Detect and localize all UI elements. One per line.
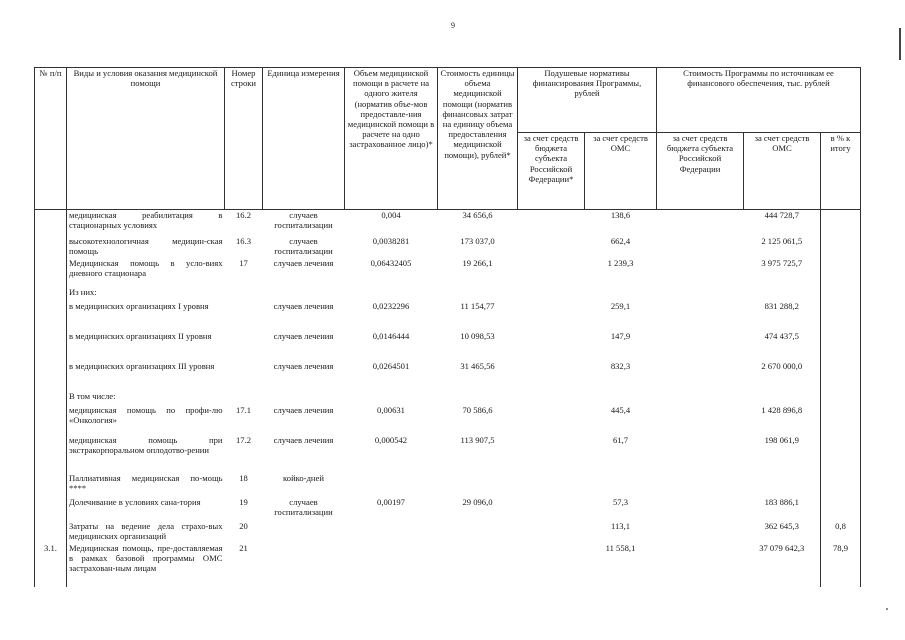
row-number: 3.1. (35, 543, 67, 587)
row-line-number: 16.2 (235, 210, 252, 220)
row-unit-cost (438, 473, 518, 497)
table-row (35, 287, 861, 301)
row-pc-oms: 259,1 (610, 300, 631, 311)
row-number (35, 361, 67, 391)
row-number (35, 301, 67, 331)
row-prog-oms: 198 061,9 (764, 434, 799, 445)
row-unit: койко-дней (283, 472, 324, 483)
row-volume (345, 391, 438, 405)
row-prog-budget (657, 497, 744, 521)
row-prog-oms (744, 287, 821, 301)
table-row (35, 301, 861, 331)
row-prog-oms: 444 728,7 (764, 210, 799, 220)
row-pc-budget (518, 543, 585, 587)
row-prog-budget (657, 435, 744, 473)
header-unit-cost: Стоимость единицы объема медицинской помощи (норматив финансовых затрат на единицу объема предоставления медицинской помощи), рублей* (438, 68, 518, 210)
row-number (35, 521, 67, 543)
row-pc-oms: 113,1 (610, 520, 631, 531)
row-kind: в медицинских организациях II уровня (69, 330, 212, 341)
row-pc-oms: 61,7 (612, 434, 629, 445)
row-kind: В том числе: (69, 390, 116, 401)
row-prog-budget (657, 331, 744, 361)
scan-page-edge (899, 28, 901, 60)
row-kind: Медицинская помощь в усло-виях дневного стационара (69, 257, 223, 278)
table-row (35, 521, 861, 543)
row-volume: 0,06432405 (370, 257, 412, 268)
row-number (35, 391, 67, 405)
row-number (35, 435, 67, 473)
row-line-number (225, 391, 263, 405)
table-row (35, 391, 861, 405)
row-kind: Долечивание в условиях сана-тория (69, 496, 201, 507)
header-line-number: Номер строки (225, 68, 263, 210)
row-number (35, 236, 67, 258)
row-prog-oms: 474 437,5 (764, 330, 799, 341)
row-pc-budget (518, 331, 585, 361)
row-volume: 0,0146444 (372, 330, 410, 341)
row-pct (821, 236, 861, 258)
row-prog-budget (657, 391, 744, 405)
row-unit (263, 287, 345, 301)
row-line-number: 21 (239, 542, 248, 553)
row-line-number (225, 331, 263, 361)
row-unit: случаев госпитализации (274, 210, 333, 230)
header-per-capita-group: Подушевые нормативы финансирования Программы, рублей (518, 68, 657, 133)
row-line-number: 17.1 (235, 404, 252, 415)
row-pc-oms (585, 473, 657, 497)
header-unit: Единица измерения (263, 68, 345, 210)
row-unit (263, 521, 345, 543)
row-unit-cost: 19 266,1 (462, 257, 493, 268)
table-row (35, 405, 861, 435)
row-pc-budget (518, 301, 585, 331)
row-unit: случаев лечения (273, 434, 334, 445)
row-pc-budget (518, 258, 585, 287)
row-volume: 0,0038281 (372, 235, 410, 246)
row-prog-oms (744, 391, 821, 405)
row-unit: случаев лечения (273, 404, 334, 415)
row-number (35, 473, 67, 497)
row-prog-oms: 1 428 896,8 (761, 404, 803, 415)
row-prog-oms: 37 079 642,3 (759, 542, 805, 553)
header-volume: Объем медицинской помощи в расчете на одного жителя (норматив объе-мов предоставле-ния медицинской помощи в расчете на одно застрахованное лицо)* (345, 68, 438, 210)
table-row (35, 543, 861, 587)
row-prog-budget (657, 543, 744, 587)
row-pc-budget (518, 361, 585, 391)
table-row (35, 497, 861, 521)
row-line-number (225, 301, 263, 331)
row-pct (821, 331, 861, 361)
row-volume (345, 543, 438, 587)
row-line-number: 16.3 (235, 235, 252, 246)
row-volume (345, 287, 438, 301)
row-volume: 0,004 (381, 210, 401, 220)
row-pct (821, 210, 861, 236)
row-unit-cost: 34 656,6 (462, 210, 493, 220)
row-volume (345, 473, 438, 497)
row-prog-oms: 362 645,3 (764, 520, 799, 531)
table-row (35, 435, 861, 473)
row-line-number: 17.2 (235, 434, 252, 445)
row-unit-cost: 113 907,5 (460, 434, 495, 445)
table-body (35, 210, 861, 587)
row-kind: медицинская помощь по профи-лю «Онкология» (69, 404, 223, 425)
row-kind: высокотехнологичная медицин-ская помощь (69, 235, 223, 256)
row-prog-oms: 2 670 000,0 (761, 360, 803, 371)
row-line-number: 19 (239, 496, 248, 507)
row-pc-oms: 147,9 (610, 330, 631, 341)
table-row (35, 236, 861, 258)
row-kind: Затраты на ведение дела страхо-вых медицинских организаций (69, 520, 223, 541)
row-pc-oms (585, 287, 657, 301)
row-kind: в медицинских организациях III уровня (69, 360, 215, 371)
row-unit: случаев госпитализации (274, 496, 333, 517)
table-header (35, 68, 861, 210)
row-number (35, 497, 67, 521)
row-unit-cost (438, 287, 518, 301)
row-unit: случаев лечения (273, 360, 334, 371)
row-unit: случаев лечения (273, 330, 334, 341)
row-pc-budget (518, 435, 585, 473)
row-unit (263, 543, 345, 587)
row-pc-oms: 1 239,3 (607, 257, 634, 268)
row-unit: случаев лечения (273, 257, 334, 268)
row-number (35, 210, 67, 236)
row-pc-budget (518, 521, 585, 543)
row-line-number: 17 (239, 257, 248, 268)
header-kind: Виды и условия оказания медицинской помощи (67, 68, 225, 210)
page-number: 9 (451, 21, 455, 30)
scan-speck (886, 608, 888, 610)
header-pc-oms: за счет средств ОМС (585, 133, 657, 210)
row-prog-budget (657, 236, 744, 258)
row-unit-cost (438, 521, 518, 543)
row-pc-oms: 445,4 (610, 404, 631, 415)
row-prog-budget (657, 210, 744, 236)
row-kind: Медицинская помощь, пре-доставляемая в рамках базовой программы ОМС застрахован-ным лицам (69, 542, 223, 573)
row-pc-budget (518, 287, 585, 301)
row-unit-cost: 31 465,56 (460, 360, 495, 371)
program-cost-table (34, 67, 861, 587)
row-kind: медицинская реабилитация в стационарных условиях (69, 210, 223, 230)
header-prog-budget: за счет средств бюджета субъекта Российской Федерации (657, 133, 744, 210)
row-unit-cost: 173 037,0 (460, 235, 495, 246)
row-prog-budget (657, 258, 744, 287)
row-line-number: 20 (239, 520, 248, 531)
table-row (35, 210, 861, 236)
row-pc-budget (518, 236, 585, 258)
row-pct (821, 301, 861, 331)
row-pct (821, 435, 861, 473)
row-unit-cost (438, 543, 518, 587)
row-pc-oms: 57,3 (612, 496, 629, 507)
row-pc-budget (518, 391, 585, 405)
row-pc-budget (518, 405, 585, 435)
table-row (35, 361, 861, 391)
row-unit: случаев лечения (273, 300, 334, 311)
row-pct: 0,8 (821, 521, 861, 543)
row-line-number (225, 287, 263, 301)
row-number (35, 331, 67, 361)
row-pc-oms: 832,3 (610, 360, 631, 371)
row-pc-budget (518, 497, 585, 521)
row-pc-budget (518, 473, 585, 497)
row-prog-budget (657, 301, 744, 331)
row-prog-oms: 831 288,2 (764, 300, 799, 311)
row-pc-budget (518, 210, 585, 236)
row-unit: случаев госпитализации (274, 235, 333, 256)
row-pc-oms: 138,6 (610, 210, 631, 220)
row-pct (821, 258, 861, 287)
row-volume: 0,0264501 (372, 360, 410, 371)
row-line-number (225, 361, 263, 391)
row-line-number: 18 (239, 472, 248, 483)
header-program-cost-group: Стоимость Программы по источникам ее финансового обеспечения, тыс. рублей (657, 68, 861, 133)
row-prog-oms: 183 886,1 (764, 496, 799, 507)
header-np: № п/п (35, 68, 67, 210)
row-unit-cost: 70 586,6 (462, 404, 493, 415)
row-pct (821, 405, 861, 435)
row-unit-cost (438, 391, 518, 405)
row-prog-oms: 2 125 061,5 (761, 235, 803, 246)
row-kind: медицинская помощь при экстракорпоральном оплодотво-рении (69, 434, 223, 455)
row-volume: 0,0232296 (372, 300, 410, 311)
row-pct (821, 391, 861, 405)
row-prog-oms (744, 473, 821, 497)
row-volume: 0,00197 (377, 496, 405, 507)
row-kind: Из них: (69, 286, 97, 297)
row-prog-budget (657, 405, 744, 435)
row-prog-budget (657, 361, 744, 391)
row-kind: Паллиативная медицинская по-мощь **** (69, 472, 223, 493)
table-row (35, 473, 861, 497)
table-row (35, 331, 861, 361)
header-pc-budget: за счет средств бюджета субъекта Российской Федерации* (518, 133, 585, 210)
row-unit (263, 391, 345, 405)
row-number (35, 258, 67, 287)
row-pc-oms: 11 558,1 (605, 542, 636, 553)
row-unit-cost: 29 096,0 (462, 496, 493, 507)
row-unit-cost: 11 154,77 (460, 300, 495, 311)
row-number (35, 287, 67, 301)
row-pc-oms: 662,4 (610, 235, 631, 246)
row-number (35, 405, 67, 435)
row-pct (821, 361, 861, 391)
row-volume: 0,00631 (377, 404, 405, 415)
row-prog-budget (657, 287, 744, 301)
header-prog-oms: за счет средств ОМС (744, 133, 821, 210)
row-prog-budget (657, 521, 744, 543)
row-pct (821, 497, 861, 521)
row-volume (345, 521, 438, 543)
row-kind: в медицинских организациях I уровня (69, 300, 209, 311)
row-pct (821, 287, 861, 301)
table-row (35, 258, 861, 287)
row-volume: 0,000542 (374, 434, 408, 445)
row-prog-budget (657, 473, 744, 497)
row-pct (821, 473, 861, 497)
row-pc-oms (585, 391, 657, 405)
header-pct: в % к итогу (821, 133, 861, 210)
row-prog-oms: 3 975 725,7 (761, 257, 803, 268)
row-unit-cost: 10 098,53 (460, 330, 495, 341)
row-pct: 78,9 (821, 543, 861, 587)
